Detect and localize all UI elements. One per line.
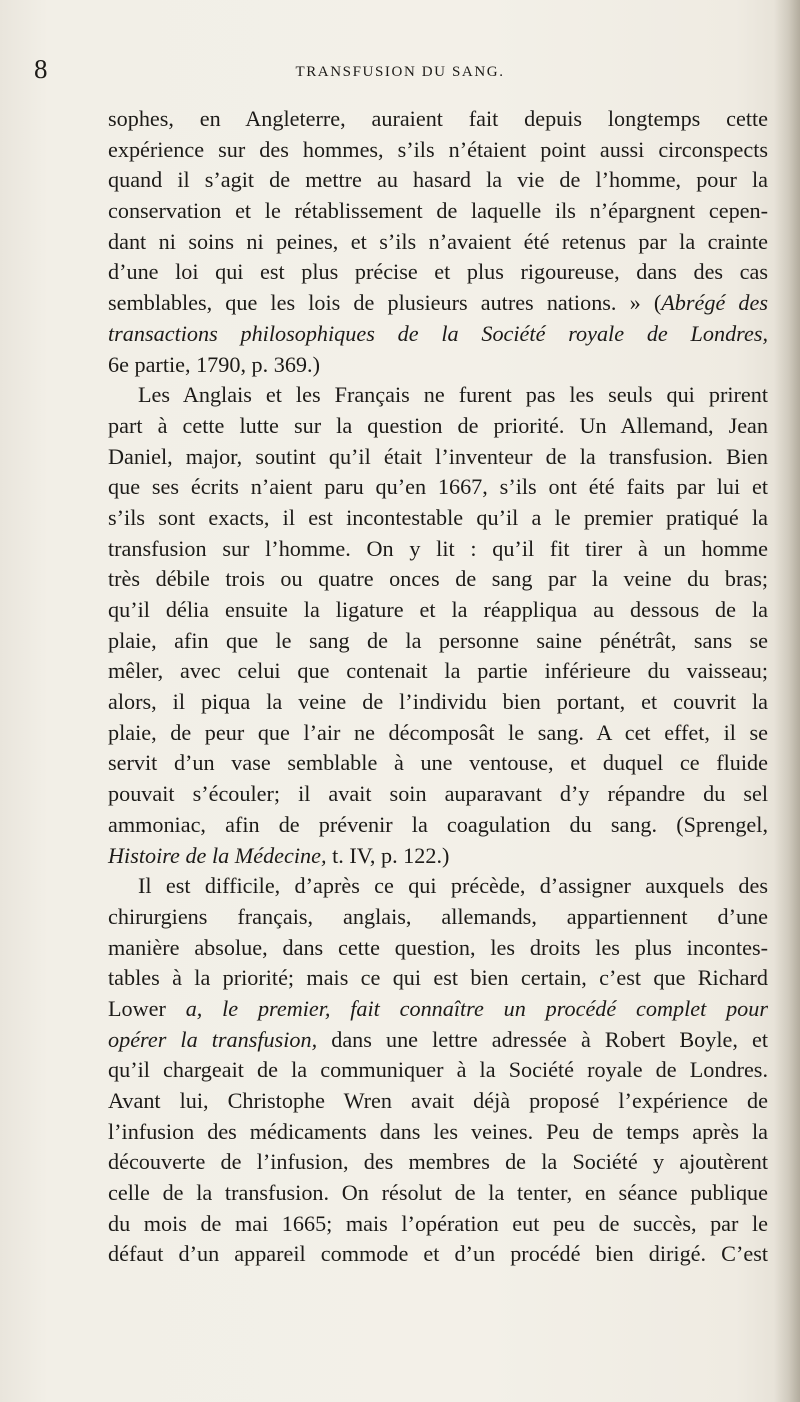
text-line xyxy=(108,442,768,473)
text-segment: expérience sur des hommes, s’ils n’étaient point aussi circonspects xyxy=(108,136,768,162)
text-segment: celle de la transfusion. On résolut de la tenter, en séance publique xyxy=(108,1180,768,1206)
text-segment: transfusion sur l’homme. On y lit : qu’il fit tirer à un homme xyxy=(108,535,768,561)
text-line xyxy=(108,1209,768,1240)
running-title: TRANSFUSION DU SANG. xyxy=(295,64,505,80)
text-line xyxy=(108,994,768,1025)
text-segment: t. IV, p. 122.) xyxy=(326,842,450,868)
text-segment: plaie, afin que le sang de la personne saine pénétrât, sans se xyxy=(108,627,768,653)
text-segment: qu’il chargeait de la communiquer à la Société royale de Londres. xyxy=(108,1057,768,1083)
text-segment: Les Anglais et les Français ne furent pas les seuls qui prirent xyxy=(138,382,768,408)
text-segment: tables à la priorité; mais ce qui est bien certain, c’est que Richard xyxy=(108,965,768,991)
italic-text: transactions philosophiques de la Société royale de Londres, xyxy=(108,320,768,346)
italic-text: Histoire de la Médecine, xyxy=(108,842,327,868)
text-line xyxy=(108,841,768,872)
text-line xyxy=(108,902,768,933)
text-segment: alors, il piqua la veine de l’individu bien portant, et couvrit la xyxy=(108,689,768,715)
text-line xyxy=(108,595,768,626)
text-line xyxy=(108,288,768,319)
text-line xyxy=(108,963,768,994)
text-line xyxy=(108,135,768,166)
text-segment: chirurgiens français, anglais, allemands, appartiennent d’une xyxy=(108,903,768,929)
text-segment: défaut d’un appareil commode et d’un procédé bien dirigé. C’est xyxy=(108,1241,768,1267)
text-line xyxy=(108,626,768,657)
text-line xyxy=(108,534,768,565)
text-line xyxy=(108,1117,768,1148)
text-line xyxy=(108,350,768,381)
body-text xyxy=(108,104,768,1270)
text-segment: du mois de mai 1665; mais l’opération eut peu de succès, par le xyxy=(108,1210,768,1236)
text-segment: conservation et le rétablissement de laquelle ils n’épargnent cepen- xyxy=(108,198,768,224)
text-line xyxy=(108,810,768,841)
text-segment: très débile trois ou quatre onces de sang par la veine du bras; xyxy=(108,566,768,592)
text-line xyxy=(108,503,768,534)
text-line xyxy=(108,104,768,135)
text-segment: manière absolue, dans cette question, les droits les plus incontes- xyxy=(108,934,768,960)
text-segment: s’ils sont exacts, il est incontestable qu’il a le premier pratiqué la xyxy=(108,504,768,530)
page-header xyxy=(34,54,670,90)
text-line xyxy=(108,380,768,411)
italic-text: a, le premier, fait connaître un procédé complet pour xyxy=(185,995,768,1021)
text-line xyxy=(108,319,768,350)
text-segment: Il est difficile, d’après ce qui précède, d’assigner auxquels des xyxy=(138,873,768,899)
text-line xyxy=(108,1239,768,1270)
text-line xyxy=(108,1025,768,1056)
text-line xyxy=(108,748,768,779)
text-line xyxy=(108,718,768,749)
text-segment: dans une lettre adressée à Robert Boyle, et xyxy=(317,1026,768,1052)
text-line xyxy=(108,472,768,503)
text-line xyxy=(108,779,768,810)
page-number: 8 xyxy=(34,54,48,84)
text-segment: pouvait s’écouler; il avait soin auparavant d’y répandre du sel xyxy=(108,781,768,807)
text-line xyxy=(108,411,768,442)
text-line xyxy=(108,564,768,595)
text-line xyxy=(108,227,768,258)
text-segment: l’infusion des médicaments dans les veines. Peu de temps après la xyxy=(108,1118,768,1144)
text-segment: dant ni soins ni peines, et s’ils n’avaient été retenus par la crainte xyxy=(108,228,768,254)
text-segment: découverte de l’infusion, des membres de la Société y ajoutèrent xyxy=(108,1149,768,1175)
text-line xyxy=(108,656,768,687)
text-line xyxy=(108,1147,768,1178)
text-segment: part à cette lutte sur la question de priorité. Un Allemand, Jean xyxy=(108,412,768,438)
text-line xyxy=(108,196,768,227)
text-segment: semblables, que les lois de plusieurs autres nations. » ( xyxy=(108,290,662,316)
text-segment: sophes, en Angleterre, auraient fait depuis longtemps cette xyxy=(108,106,768,131)
text-line xyxy=(108,933,768,964)
text-line xyxy=(108,165,768,196)
page-edge-shadow xyxy=(774,0,800,1402)
text-segment: qu’il délia ensuite la ligature et la réappliqua au dessous de la xyxy=(108,597,768,622)
text-line xyxy=(108,1178,768,1209)
text-line xyxy=(108,871,768,902)
text-line xyxy=(108,1086,768,1117)
text-segment: ammoniac, afin de prévenir la coagulation du sang. (Sprengel, xyxy=(108,811,768,837)
italic-text: opérer la transfusion, xyxy=(108,1026,318,1052)
text-segment: plaie, de peur que l’air ne décomposât le sang. A cet effet, il se xyxy=(108,719,768,745)
text-segment: mêler, avec celui que contenait la partie inférieure du vaisseau; xyxy=(108,658,768,684)
text-line xyxy=(108,1055,768,1086)
text-segment: Avant lui, Christophe Wren avait déjà proposé l’expérience de xyxy=(108,1088,768,1113)
text-line xyxy=(108,257,768,288)
text-line xyxy=(108,687,768,718)
text-segment: quand il s’agit de mettre au hasard la vie de l’homme, pour la xyxy=(108,167,768,193)
text-segment: d’une loi qui est plus précise et plus rigoureuse, dans des cas xyxy=(108,259,768,285)
text-segment: Daniel, major, soutint qu’il était l’inventeur de la transfusion. Bien xyxy=(108,443,768,469)
text-segment: Lower xyxy=(108,995,186,1021)
text-segment: servit d’un vase semblable à une ventouse, et duquel ce fluide xyxy=(108,750,768,776)
italic-text: Abrégé des xyxy=(661,290,768,316)
text-segment: que ses écrits n’aient paru qu’en 1667, s’ils ont été faits par lui et xyxy=(108,474,768,500)
text-segment: 6e partie, 1790, p. 369.) xyxy=(108,351,320,377)
